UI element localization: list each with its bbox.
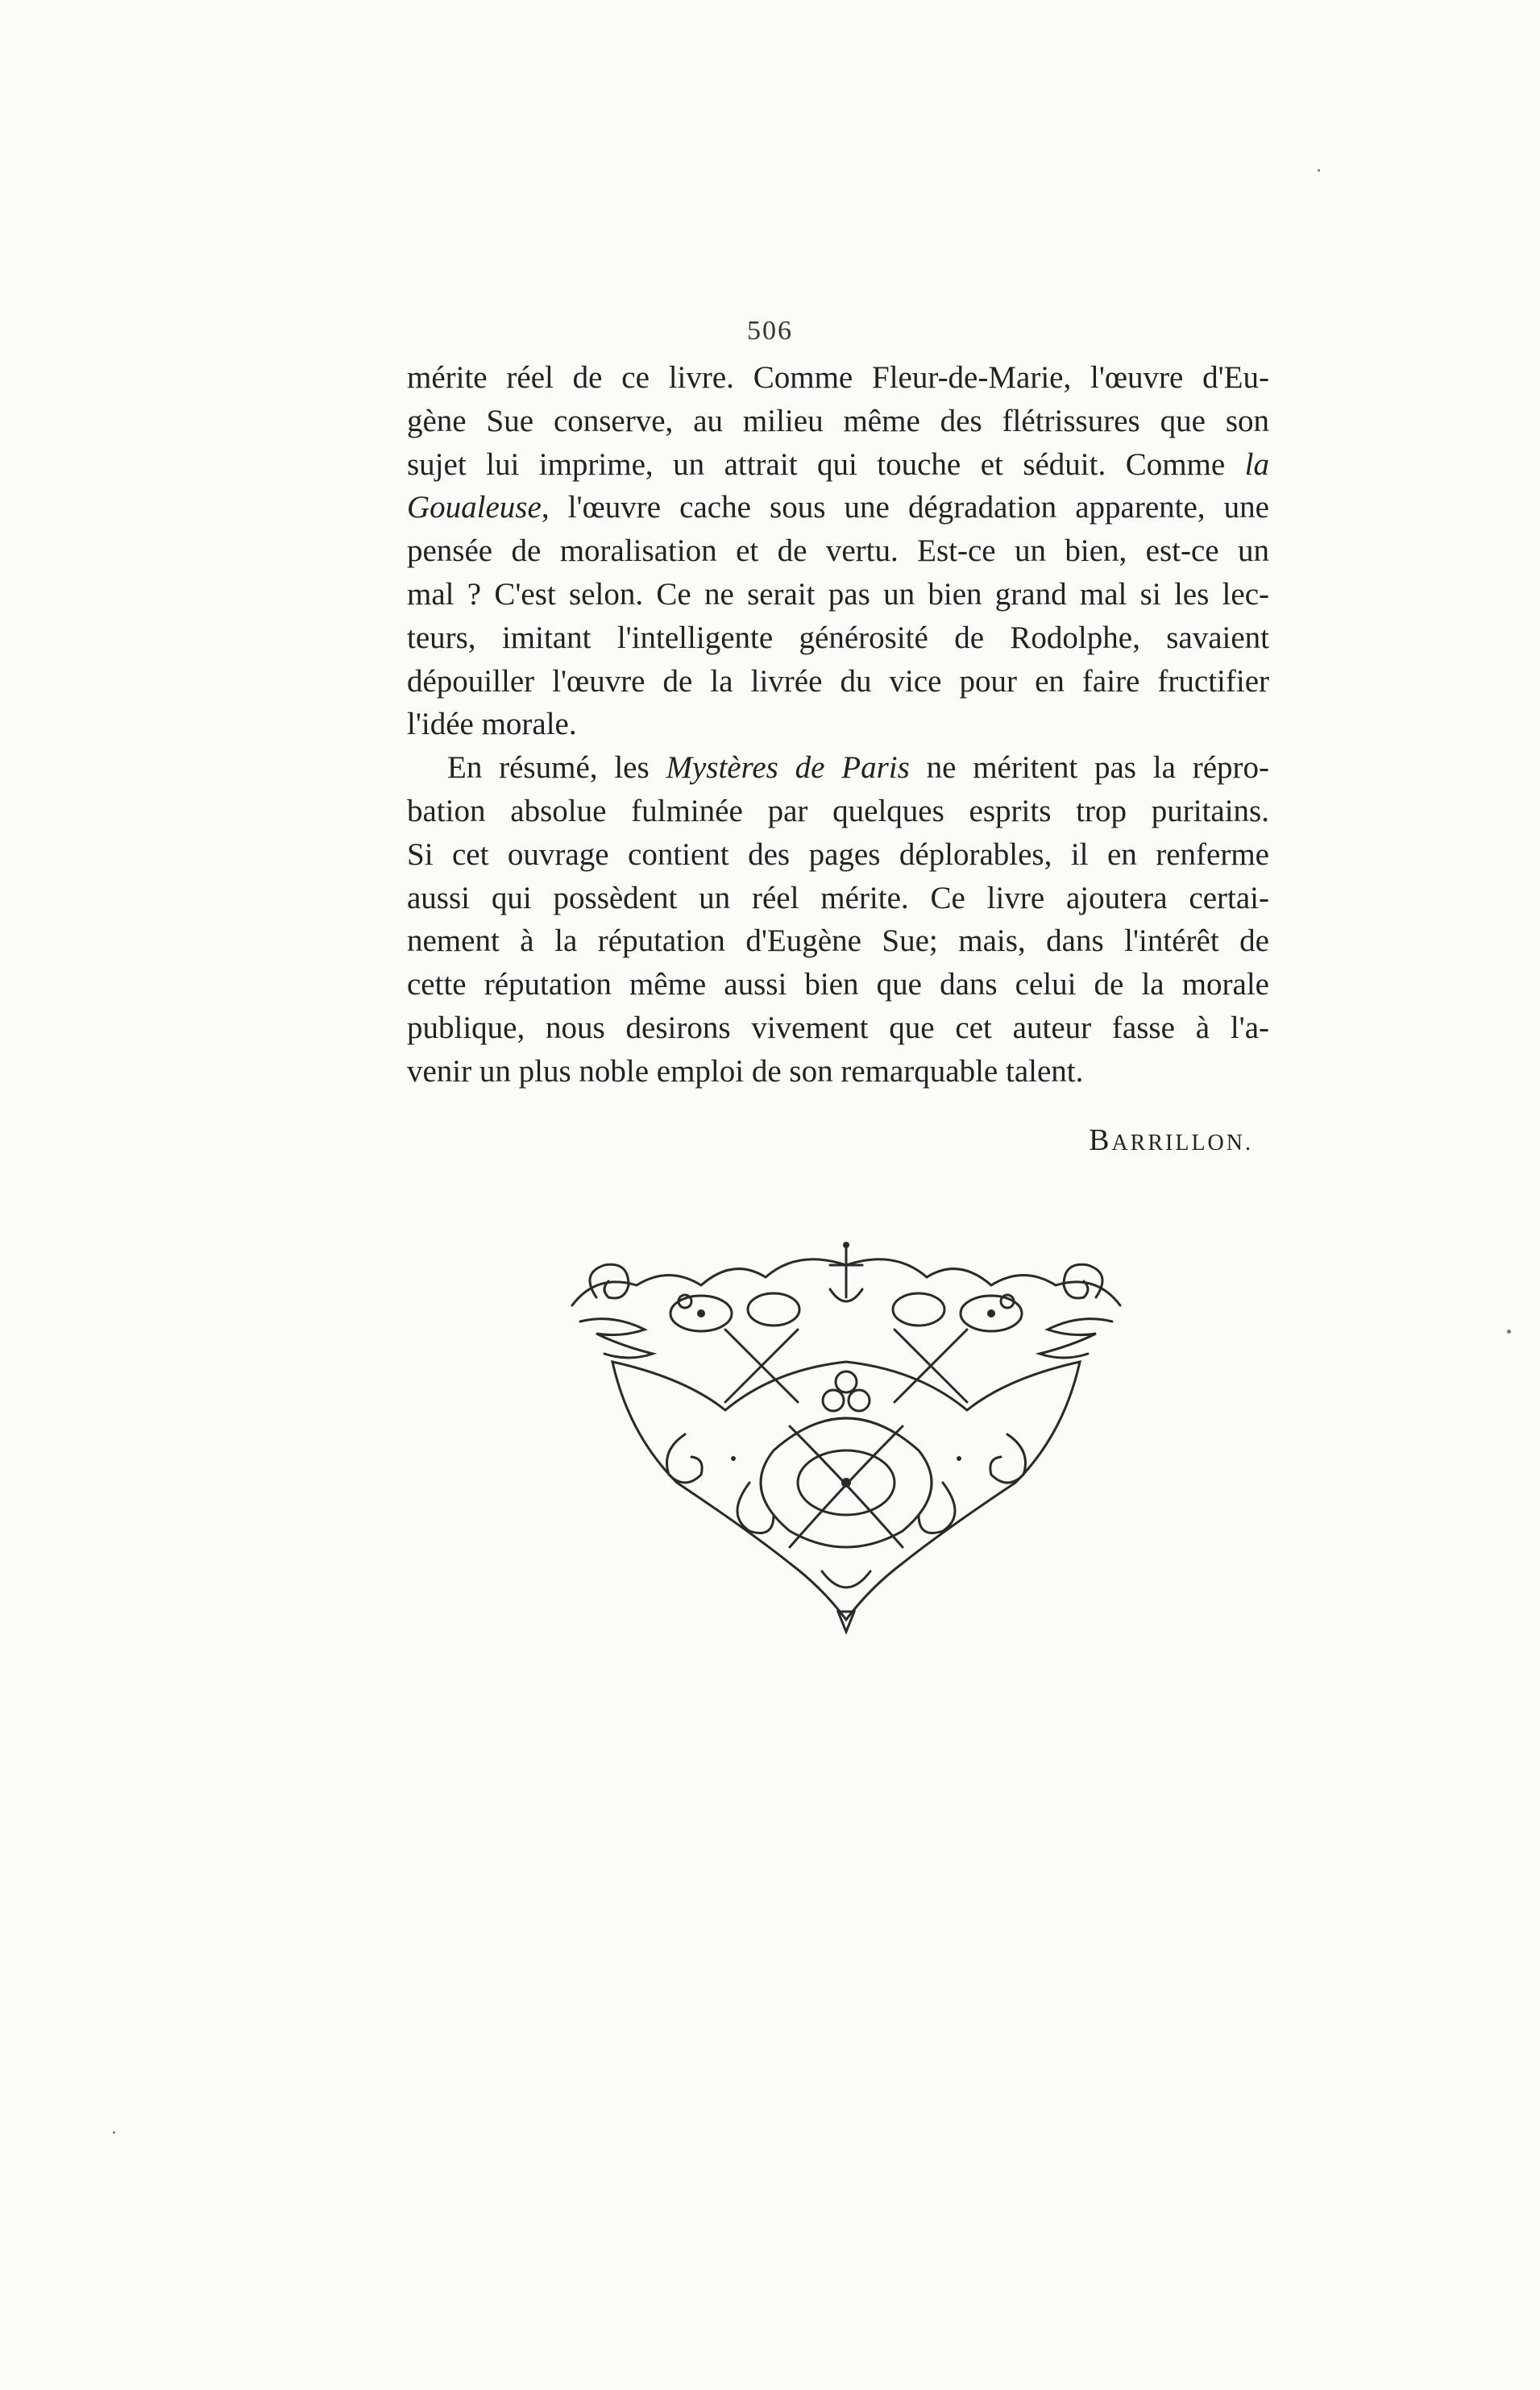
text-line: cette réputation même aussi bien que dans celui de la morale [407,967,1269,1002]
signature-rest: ARRILLON. [1111,1131,1253,1156]
page-speck [1507,1330,1511,1334]
text-line: mérite réel de ce livre. Comme Fleur-de-Marie, l'œuvre d'Eu- [407,360,1269,395]
ornamental-tailpiece-icon [564,1241,1128,1636]
page-number: 506 [747,316,793,346]
text-line: venir un plus noble emploi de son remarquable talent. [407,1053,1084,1089]
text-line: gène Sue conserve, au milieu même des flétrissures que son [407,403,1269,438]
italic-la: la [1244,446,1269,482]
text-line: sujet lui imprime, un attrait qui touche et séduit. Comme la [407,446,1269,482]
italic-title: Mystères de Paris [666,750,910,786]
text-line: mal ? C'est selon. Ce ne serait pas un bien grand mal si les lec- [407,576,1269,612]
signature [1048,1122,1253,1158]
text-line: Si cet ouvrage contient des pages déplorables, il en renferme [407,836,1269,872]
text-line: aussi qui possèdent un réel mérite. Ce livre ajoutera certai- [407,880,1269,915]
body-text [407,356,1269,1093]
text-line: bation absolue fulminée par quelques esprits trop puritains. [407,793,1269,828]
signature-initial: B [1089,1123,1112,1157]
text-line: Goualeuse, l'œuvre cache sous une dégradation apparente, une [407,490,1269,525]
text-line: pensée de moralisation et de vertu. Est-ce un bien, est-ce un [407,533,1269,569]
page-speck [1318,169,1320,172]
italic-goualeuse: Goualeuse [407,490,542,525]
page-speck [113,2131,115,2134]
text-line: nement à la réputation d'Eugène Sue; mais, dans l'intérêt de [407,923,1269,959]
text-line: l'idée morale. [407,707,577,742]
text-line: teurs, imitant l'intelligente générosité de Rodolphe, savaient [407,620,1269,655]
text-line: En résumé, les Mystères de Paris ne méritent pas la répro- [447,750,1270,786]
text-line: dépouiller l'œuvre de la livrée du vice pour en faire fructifier [407,663,1269,699]
text-line: publique, nous desirons vivement que cet auteur fasse à l'a- [407,1010,1269,1045]
